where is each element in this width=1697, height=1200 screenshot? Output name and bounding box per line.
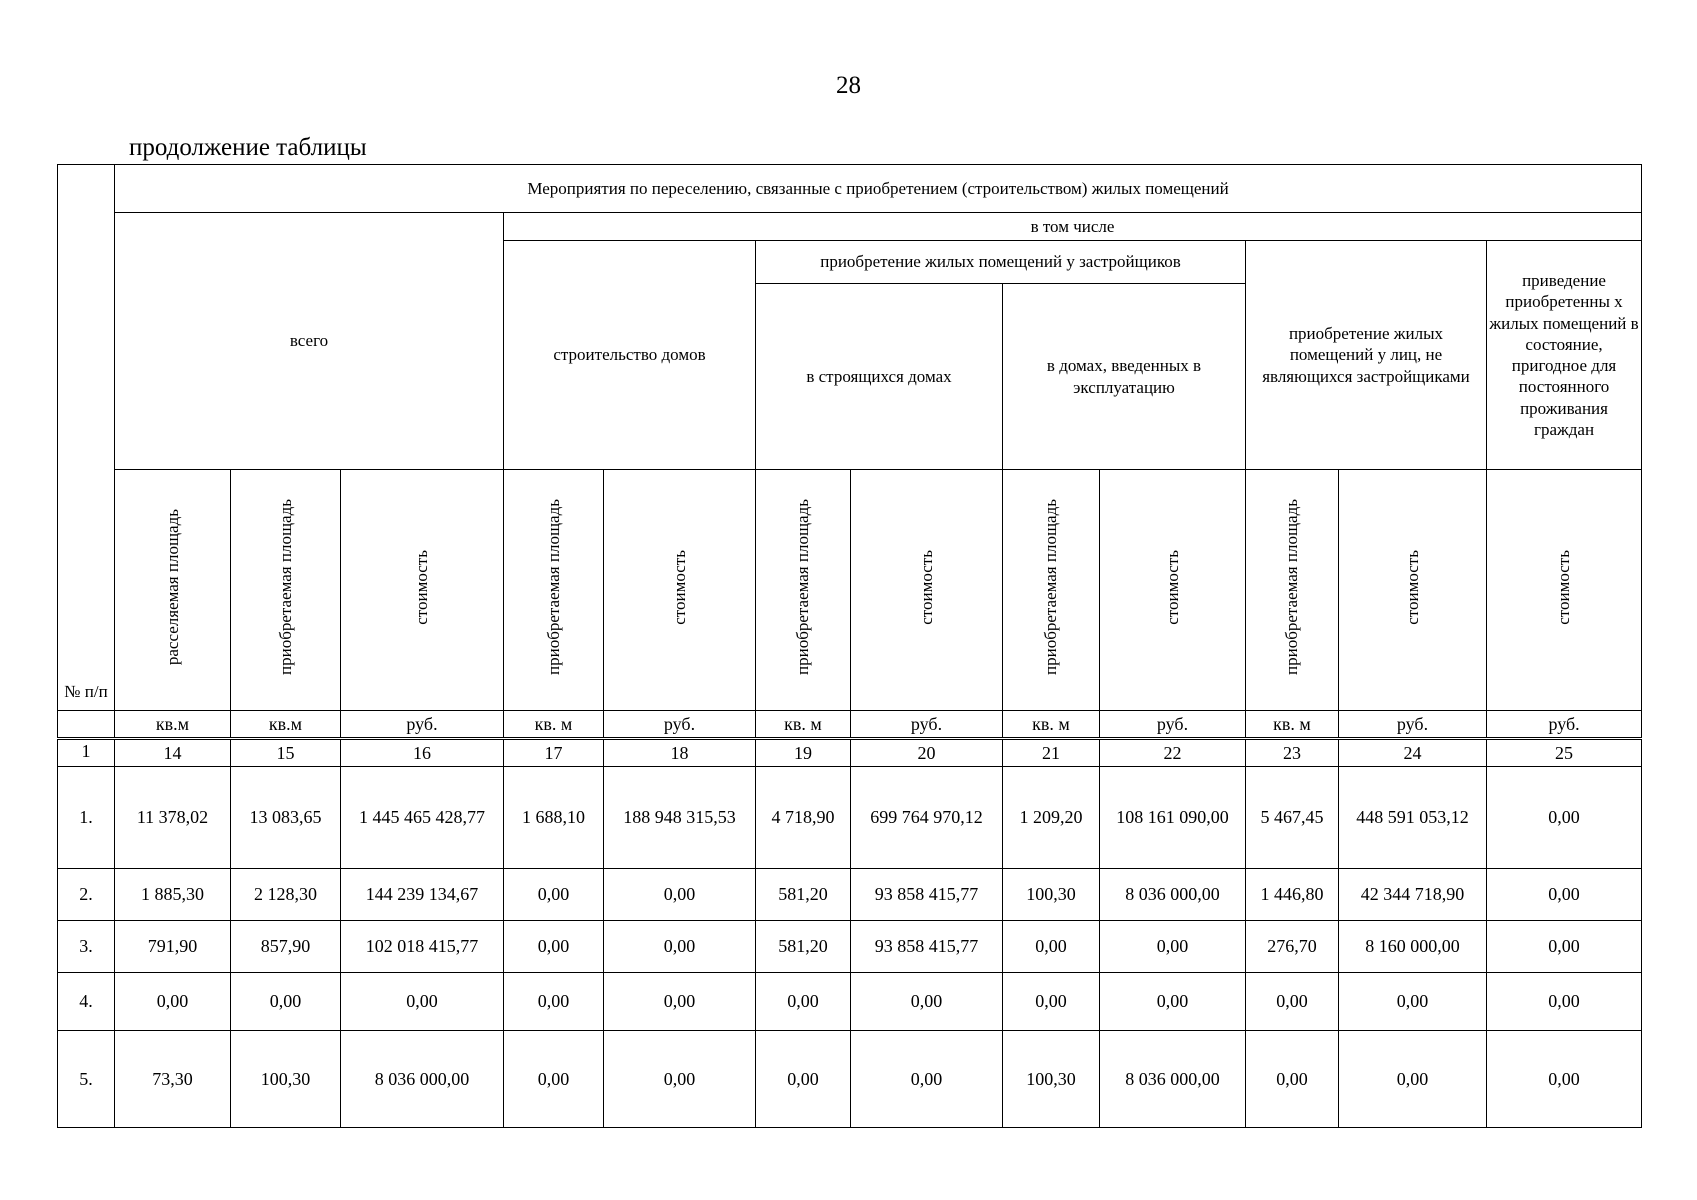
table-cell: 108 161 090,00 bbox=[1100, 767, 1246, 869]
unit-cell: кв. м bbox=[1003, 711, 1100, 739]
table-cell: 1 885,30 bbox=[115, 869, 231, 921]
table-cell: 93 858 415,77 bbox=[851, 921, 1003, 973]
column-number-cell: 21 bbox=[1003, 739, 1100, 767]
table-cell: 5 467,45 bbox=[1246, 767, 1339, 869]
unit-cell: кв. м bbox=[756, 711, 851, 739]
subheader-cell bbox=[1246, 470, 1339, 711]
subheader-cell bbox=[341, 470, 504, 711]
subheader-label: приобретаемая площадь bbox=[793, 499, 813, 676]
column-number-cell: 19 bbox=[756, 739, 851, 767]
table-cell: 0,00 bbox=[604, 921, 756, 973]
table-cell: 8 160 000,00 bbox=[1339, 921, 1487, 973]
column-number-cell: 25 bbox=[1487, 739, 1642, 767]
table-cell: 0,00 bbox=[1003, 921, 1100, 973]
table-cell: 0,00 bbox=[604, 869, 756, 921]
table-cell: 0,00 bbox=[1487, 1031, 1642, 1128]
subheader-label: стоимость bbox=[1402, 549, 1422, 625]
subheader-label: приобретаемая площадь bbox=[1041, 499, 1061, 676]
column-number-cell: 17 bbox=[504, 739, 604, 767]
unit-cell: кв.м bbox=[231, 711, 341, 739]
subheader-label: стоимость bbox=[669, 549, 689, 625]
table-cell: 11 378,02 bbox=[115, 767, 231, 869]
table-cell: 0,00 bbox=[604, 1031, 756, 1128]
table-cell: 73,30 bbox=[115, 1031, 231, 1128]
table-cell: 0,00 bbox=[851, 973, 1003, 1031]
table-row bbox=[58, 973, 1642, 1031]
column-number-cell: 16 bbox=[341, 739, 504, 767]
table-cell: 0,00 bbox=[1246, 1031, 1339, 1128]
column-number-cell: 23 bbox=[1246, 739, 1339, 767]
column-number-cell: 18 bbox=[604, 739, 756, 767]
column-number-cell: 14 bbox=[115, 739, 231, 767]
table-cell: 8 036 000,00 bbox=[1100, 869, 1246, 921]
subheader-cell bbox=[504, 470, 604, 711]
table-cell: 0,00 bbox=[1339, 973, 1487, 1031]
units-row bbox=[58, 711, 1642, 739]
table-cell: 100,30 bbox=[1003, 869, 1100, 921]
table-cell: 188 948 315,53 bbox=[604, 767, 756, 869]
table-cell: 0,00 bbox=[1246, 973, 1339, 1031]
column-number-cell: 1 bbox=[58, 739, 115, 767]
table-cell: 0,00 bbox=[504, 921, 604, 973]
unit-cell: руб. bbox=[851, 711, 1003, 739]
unit-cell: руб. bbox=[604, 711, 756, 739]
table-cell: 144 239 134,67 bbox=[341, 869, 504, 921]
unit-cell-empty bbox=[58, 711, 115, 739]
commissioned-header: в домах, введенных в эксплуатацию bbox=[1003, 284, 1246, 470]
page-number: 28 bbox=[836, 72, 861, 99]
table-cell: 0,00 bbox=[341, 973, 504, 1031]
subheader-cell bbox=[1339, 470, 1487, 711]
subheader-label: стоимость bbox=[1554, 549, 1574, 625]
unit-cell: руб. bbox=[341, 711, 504, 739]
column-number-row bbox=[58, 739, 1642, 767]
table-cell: 3. bbox=[58, 921, 115, 973]
table-cell: 581,20 bbox=[756, 869, 851, 921]
column-number-cell: 24 bbox=[1339, 739, 1487, 767]
row-number-header-label: № п/п bbox=[64, 681, 108, 701]
table-cell: 791,90 bbox=[115, 921, 231, 973]
table-cell: 0,00 bbox=[1487, 767, 1642, 869]
table-cell: 0,00 bbox=[1487, 921, 1642, 973]
subheader-label: стоимость bbox=[1162, 549, 1182, 625]
table-cell: 0,00 bbox=[504, 973, 604, 1031]
table-cell: 1 446,80 bbox=[1246, 869, 1339, 921]
bringing-header: приведение приобретенны х жилых помещений в состояние, пригодное для постоянного проживания граждан bbox=[1487, 241, 1642, 470]
table-cell: 0,00 bbox=[1003, 973, 1100, 1031]
table-cell: 5. bbox=[58, 1031, 115, 1128]
subheader-cell bbox=[1100, 470, 1246, 711]
table-row bbox=[58, 869, 1642, 921]
column-number-cell: 22 bbox=[1100, 739, 1246, 767]
table-cell: 0,00 bbox=[604, 973, 756, 1031]
table-cell: 13 083,65 bbox=[231, 767, 341, 869]
table-row bbox=[58, 1031, 1642, 1128]
table-cell: 0,00 bbox=[756, 973, 851, 1031]
total-header: всего bbox=[115, 213, 504, 470]
table-cell: 448 591 053,12 bbox=[1339, 767, 1487, 869]
subheader-cell bbox=[604, 470, 756, 711]
construction-header: строительство домов bbox=[504, 241, 756, 470]
including-header: в том числе bbox=[504, 213, 1642, 241]
table-cell: 100,30 bbox=[231, 1031, 341, 1128]
table-cell: 0,00 bbox=[1100, 921, 1246, 973]
unit-cell: кв. м bbox=[504, 711, 604, 739]
subheader-label: приобретаемая площадь bbox=[1282, 499, 1302, 676]
table-cell: 8 036 000,00 bbox=[341, 1031, 504, 1128]
table-cell: 0,00 bbox=[115, 973, 231, 1031]
table-cell: 581,20 bbox=[756, 921, 851, 973]
table-cell: 0,00 bbox=[1487, 869, 1642, 921]
column-number-cell: 20 bbox=[851, 739, 1003, 767]
subheader-row bbox=[58, 470, 1642, 711]
table-cell: 1. bbox=[58, 767, 115, 869]
table-row bbox=[58, 767, 1642, 869]
subheader-cell bbox=[231, 470, 341, 711]
subheader-cell bbox=[1487, 470, 1642, 711]
table-cell: 1 688,10 bbox=[504, 767, 604, 869]
table-cell: 4. bbox=[58, 973, 115, 1031]
table-cell: 102 018 415,77 bbox=[341, 921, 504, 973]
subheader-cell bbox=[756, 470, 851, 711]
table-cell: 0,00 bbox=[756, 1031, 851, 1128]
row-number-header bbox=[58, 165, 115, 711]
unit-cell: руб. bbox=[1100, 711, 1246, 739]
unit-cell: кв. м bbox=[1246, 711, 1339, 739]
table-cell: 0,00 bbox=[504, 1031, 604, 1128]
table-cell: 857,90 bbox=[231, 921, 341, 973]
table-cell: 0,00 bbox=[1100, 973, 1246, 1031]
unit-cell: руб. bbox=[1487, 711, 1642, 739]
under-construction-header: в строящихся домах bbox=[756, 284, 1003, 470]
table-cell: 1 445 465 428,77 bbox=[341, 767, 504, 869]
table-cell: 93 858 415,77 bbox=[851, 869, 1003, 921]
subheader-cell bbox=[851, 470, 1003, 711]
non-developers-header: приобретение жилых помещений у лиц, не являющихся застройщиками bbox=[1246, 241, 1487, 470]
table-cell: 4 718,90 bbox=[756, 767, 851, 869]
table-cell: 2. bbox=[58, 869, 115, 921]
unit-cell: руб. bbox=[1339, 711, 1487, 739]
subheader-label: приобретаемая площадь bbox=[543, 499, 563, 676]
subheader-label: приобретаемая площадь bbox=[275, 499, 295, 676]
unit-cell: кв.м bbox=[115, 711, 231, 739]
main-title-header: Мероприятия по переселению, связанные с приобретением (строительством) жилых помещений bbox=[115, 165, 1642, 213]
table-row bbox=[58, 921, 1642, 973]
table-cell: 276,70 bbox=[1246, 921, 1339, 973]
table-cell: 8 036 000,00 bbox=[1100, 1031, 1246, 1128]
table-cell: 0,00 bbox=[504, 869, 604, 921]
subheader-label: стоимость bbox=[412, 549, 432, 625]
subheader-cell bbox=[115, 470, 231, 711]
subheader-label: расселяемая площадь bbox=[162, 509, 182, 666]
continuation-label: продолжение таблицы bbox=[129, 134, 367, 161]
table-cell: 0,00 bbox=[231, 973, 341, 1031]
developers-header: приобретение жилых помещений у застройщиков bbox=[756, 241, 1246, 284]
table-cell: 100,30 bbox=[1003, 1031, 1100, 1128]
table-cell: 699 764 970,12 bbox=[851, 767, 1003, 869]
table-cell: 0,00 bbox=[1487, 973, 1642, 1031]
subheader-cell bbox=[1003, 470, 1100, 711]
table-cell: 1 209,20 bbox=[1003, 767, 1100, 869]
table-cell: 42 344 718,90 bbox=[1339, 869, 1487, 921]
table-cell: 0,00 bbox=[1339, 1031, 1487, 1128]
column-number-cell: 15 bbox=[231, 739, 341, 767]
table-cell: 2 128,30 bbox=[231, 869, 341, 921]
resettlement-table bbox=[57, 164, 1642, 1128]
table-cell: 0,00 bbox=[851, 1031, 1003, 1128]
subheader-label: стоимость bbox=[916, 549, 936, 625]
